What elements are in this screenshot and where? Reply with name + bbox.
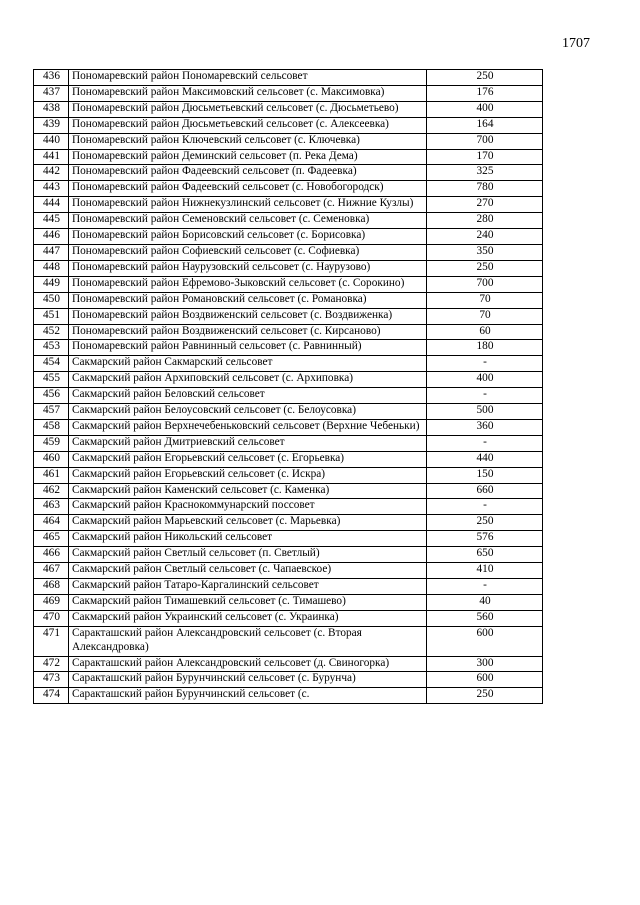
row-number: 458 [34,419,69,435]
row-number: 444 [34,197,69,213]
row-number: 439 [34,117,69,133]
table-row [34,260,543,276]
settlement-name: Саракташский район Александровский сельсовет (д. Свиногорка) [69,656,427,672]
settlement-name: Сакмарский район Светлый сельсовет (п. Светлый) [69,547,427,563]
row-value: 410 [427,563,543,579]
table-row [34,579,543,595]
table-row [34,149,543,165]
settlement-name: Пономаревский район Фадеевский сельсовет (с. Новобогородск) [69,181,427,197]
row-value: 250 [427,515,543,531]
settlement-name: Пономаревский район Романовский сельсовет (с. Романовка) [69,292,427,308]
settlement-name: Пономаревский район Пономаревский сельсовет [69,70,427,86]
settlement-name: Сакмарский район Белоусовский сельсовет (с. Белоусовка) [69,404,427,420]
table-row [34,213,543,229]
row-number: 468 [34,579,69,595]
settlement-name: Пономаревский район Деминский сельсовет (п. Река Дема) [69,149,427,165]
settlement-name: Сакмарский район Никольский сельсовет [69,531,427,547]
table-row [34,451,543,467]
row-value: 164 [427,117,543,133]
table-row [34,229,543,245]
row-number: 470 [34,610,69,626]
settlement-name: Сакмарский район Верхнечебеньковский сельсовет (Верхние Чебеньки) [69,419,427,435]
settlement-name: Сакмарский район Каменский сельсовет (с. Каменка) [69,483,427,499]
settlement-name: Пономаревский район Дюсьметьевский сельсовет (с. Дюсьметьево) [69,101,427,117]
row-number: 447 [34,244,69,260]
settlement-name: Пономаревский район Борисовский сельсовет (с. Борисовка) [69,229,427,245]
row-value: 60 [427,324,543,340]
row-number: 442 [34,165,69,181]
row-value: 780 [427,181,543,197]
settlement-name: Сакмарский район Архиповский сельсовет (с. Архиповка) [69,372,427,388]
settlement-name: Пономаревский район Воздвиженский сельсовет (с. Воздвиженка) [69,308,427,324]
table-row [34,656,543,672]
table-row [34,594,543,610]
row-number: 471 [34,626,69,656]
settlement-name: Сакмарский район Татаро-Каргалинский сельсовет [69,579,427,595]
settlement-name: Сакмарский район Украинский сельсовет (с. Украинка) [69,610,427,626]
table-row [34,404,543,420]
table-row [34,435,543,451]
table-row [34,181,543,197]
table-row [34,547,543,563]
row-number: 450 [34,292,69,308]
row-value: 176 [427,85,543,101]
row-number: 461 [34,467,69,483]
row-value: 440 [427,451,543,467]
table-row [34,340,543,356]
settlement-name: Пономаревский район Равнинный сельсовет (с. Равнинный) [69,340,427,356]
row-value: 250 [427,70,543,86]
row-number: 436 [34,70,69,86]
table-row [34,515,543,531]
table-row [34,499,543,515]
row-number: 454 [34,356,69,372]
table-row [34,197,543,213]
row-value: - [427,579,543,595]
row-number: 457 [34,404,69,420]
row-number: 451 [34,308,69,324]
row-number: 437 [34,85,69,101]
table-row [34,672,543,688]
settlement-name: Сакмарский район Светлый сельсовет (с. Чапаевское) [69,563,427,579]
row-number: 474 [34,688,69,704]
table-row [34,419,543,435]
row-value: 400 [427,101,543,117]
row-number: 452 [34,324,69,340]
settlement-name: Пономаревский район Фадеевский сельсовет (п. Фадеевка) [69,165,427,181]
row-value: 70 [427,292,543,308]
table-row [34,356,543,372]
table-row [34,292,543,308]
settlement-name: Пономаревский район Наурузовский сельсовет (с. Наурузово) [69,260,427,276]
table-row [34,308,543,324]
row-number: 469 [34,594,69,610]
row-number: 465 [34,531,69,547]
table-row [34,70,543,86]
settlement-name: Сакмарский район Сакмарский сельсовет [69,356,427,372]
settlement-name: Сакмарский район Беловский сельсовет [69,388,427,404]
table-row [34,372,543,388]
table-row [34,133,543,149]
table-body [34,70,543,704]
row-value: 350 [427,244,543,260]
table-row [34,531,543,547]
row-value: 240 [427,229,543,245]
row-number: 466 [34,547,69,563]
row-value: 325 [427,165,543,181]
settlement-name: Сакмарский район Марьевский сельсовет (с. Марьевка) [69,515,427,531]
row-number: 473 [34,672,69,688]
table-row [34,626,543,656]
row-value: 576 [427,531,543,547]
row-number: 459 [34,435,69,451]
settlement-name: Саракташский район Александровский сельсовет (с. Вторая Александровка) [69,626,427,656]
row-number: 448 [34,260,69,276]
settlement-name: Пономаревский район Дюсьметьевский сельсовет (с. Алексеевка) [69,117,427,133]
row-number: 456 [34,388,69,404]
row-value: 170 [427,149,543,165]
row-value: 70 [427,308,543,324]
page-number: 1707 [562,36,590,51]
settlement-name: Пономаревский район Ключевский сельсовет (с. Ключевка) [69,133,427,149]
settlement-name: Пономаревский район Воздвиженский сельсовет (с. Кирсаново) [69,324,427,340]
settlement-name: Сакмарский район Егорьевский сельсовет (с. Егорьевка) [69,451,427,467]
table-row [34,483,543,499]
settlement-name: Пономаревский район Максимовский сельсовет (с. Максимовка) [69,85,427,101]
row-number: 455 [34,372,69,388]
row-number: 440 [34,133,69,149]
table-row [34,117,543,133]
row-value: 660 [427,483,543,499]
row-value: - [427,388,543,404]
settlement-name: Саракташский район Бурунчинский сельсовет (с. [69,688,427,704]
settlement-name: Саракташский район Бурунчинский сельсовет (с. Бурунча) [69,672,427,688]
row-value: 700 [427,276,543,292]
table-row [34,165,543,181]
row-number: 446 [34,229,69,245]
row-number: 453 [34,340,69,356]
settlement-name: Сакмарский район Егорьевский сельсовет (с. Искра) [69,467,427,483]
row-value: 600 [427,626,543,656]
row-value: 700 [427,133,543,149]
settlement-table [33,69,543,704]
row-number: 443 [34,181,69,197]
row-value: 500 [427,404,543,420]
table-row [34,467,543,483]
table-row [34,563,543,579]
row-number: 445 [34,213,69,229]
table-row [34,276,543,292]
row-number: 463 [34,499,69,515]
row-value: 270 [427,197,543,213]
table-row [34,85,543,101]
row-value: 560 [427,610,543,626]
row-value: 280 [427,213,543,229]
row-number: 462 [34,483,69,499]
settlement-name: Сакмарский район Дмитриевский сельсовет [69,435,427,451]
table-row [34,324,543,340]
settlement-name: Пономаревский район Софиевский сельсовет (с. Софиевка) [69,244,427,260]
row-number: 438 [34,101,69,117]
table-row [34,610,543,626]
settlement-name: Пономаревский район Ефремово-Зыковский сельсовет (с. Сорокино) [69,276,427,292]
row-number: 441 [34,149,69,165]
row-number: 449 [34,276,69,292]
settlement-name: Пономаревский район Нижнекузлинский сельсовет (с. Нижние Кузлы) [69,197,427,213]
row-number: 464 [34,515,69,531]
row-value: - [427,356,543,372]
row-value: 300 [427,656,543,672]
row-value: 180 [427,340,543,356]
row-number: 467 [34,563,69,579]
row-value: 40 [427,594,543,610]
row-value: 400 [427,372,543,388]
row-value: 360 [427,419,543,435]
row-value: 250 [427,260,543,276]
table-row [34,244,543,260]
row-number: 460 [34,451,69,467]
row-value: - [427,499,543,515]
settlement-name: Сакмарский район Краснокоммунарский поссовет [69,499,427,515]
table-row [34,388,543,404]
table-row [34,688,543,704]
table-row [34,101,543,117]
row-number: 472 [34,656,69,672]
row-value: 150 [427,467,543,483]
row-value: 600 [427,672,543,688]
row-value: 650 [427,547,543,563]
row-value: 250 [427,688,543,704]
row-value: - [427,435,543,451]
settlement-name: Пономаревский район Семеновский сельсовет (с. Семеновка) [69,213,427,229]
settlement-name: Сакмарский район Тимашевкий сельсовет (с. Тимашево) [69,594,427,610]
